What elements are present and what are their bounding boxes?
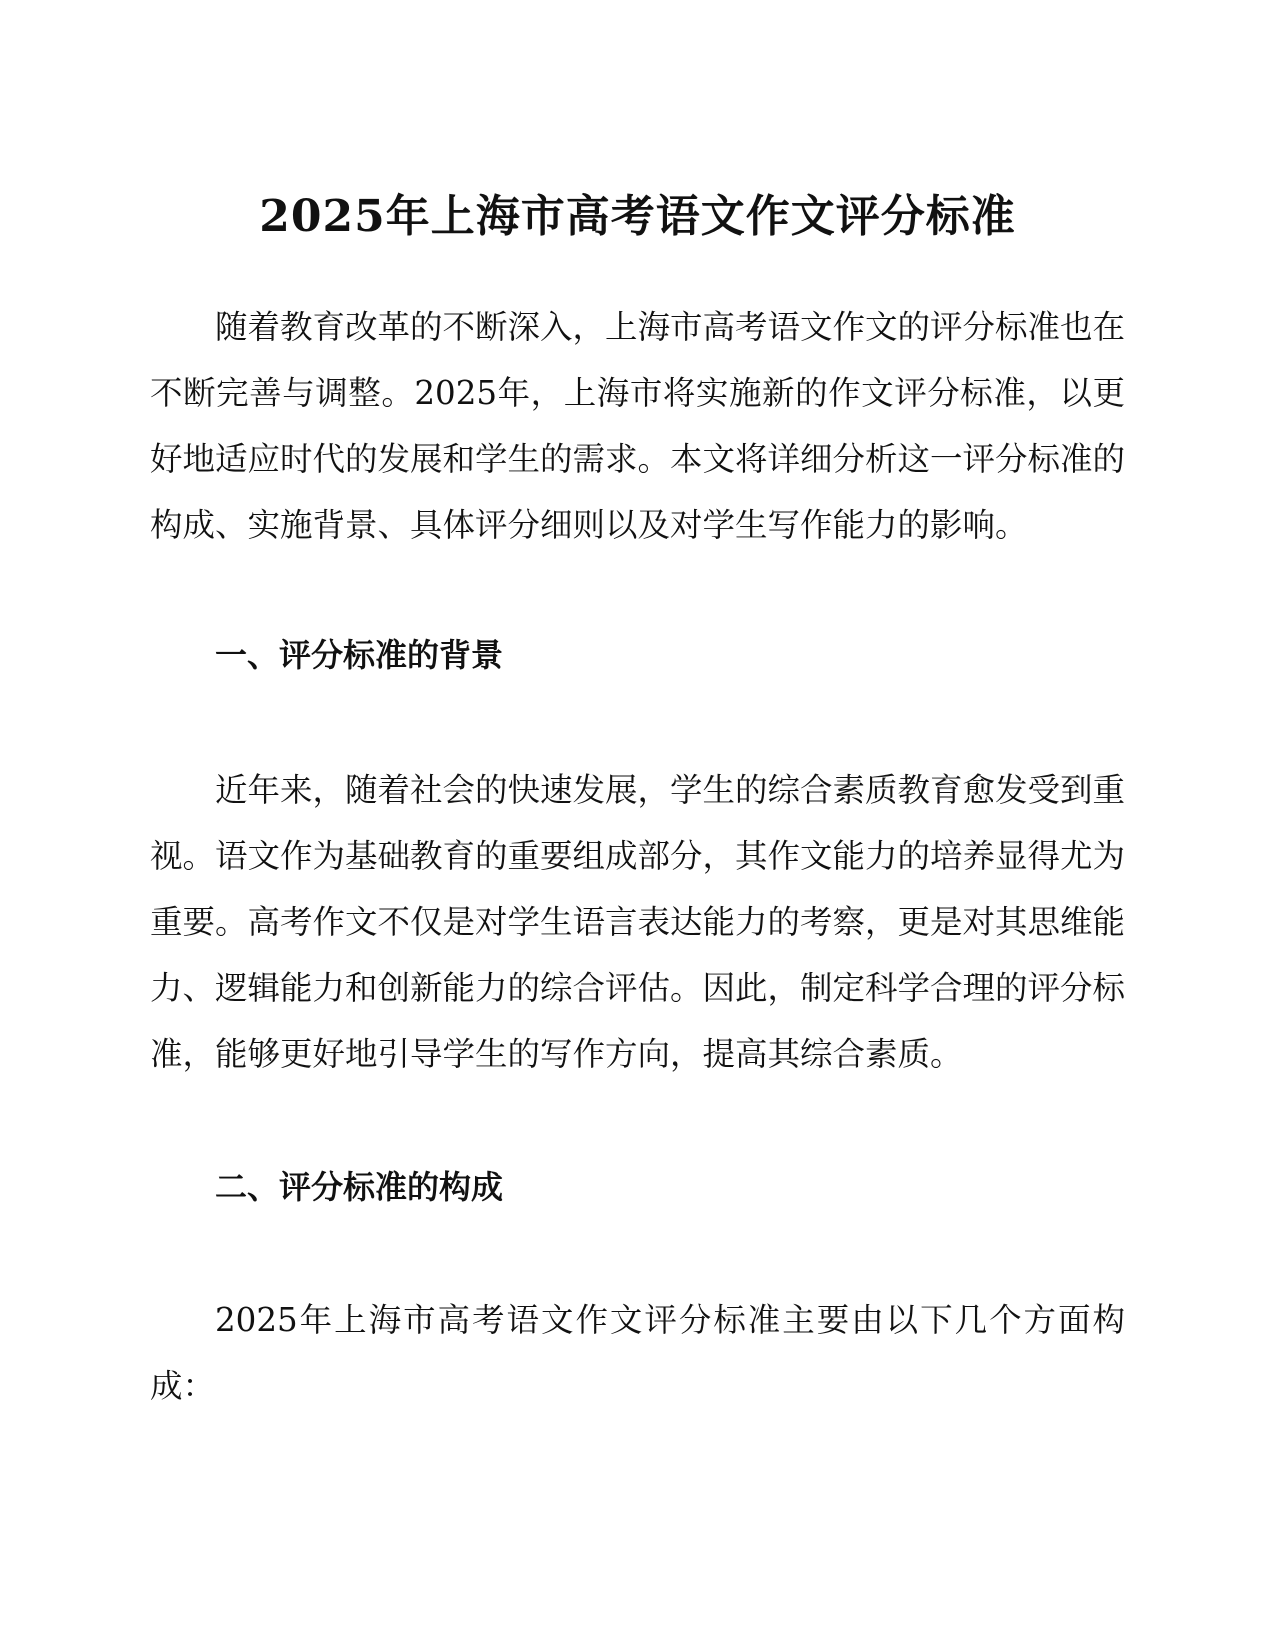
intro-paragraph: 随着教育改革的不断深入，上海市高考语文作文的评分标准也在不断完善与调整。2025年，上海市将实施新的作文评分标准，以更好地适应时代的发展和学生的需求。本文将详细分析这一评分标准的构成、实施背景、具体评分细则以及对学生写作能力的影响。 bbox=[150, 308, 1126, 544]
document-title: 2025年上海市高考语文作文评分标准 bbox=[259, 191, 1016, 243]
section-heading-composition: 二、评分标准的构成 bbox=[215, 1168, 504, 1206]
section-paragraph-background: 近年来，随着社会的快速发展，学生的综合素质教育愈发受到重视。语文作为基础教育的重要组成部分，其作文能力的培养显得尤为重要。高考作文不仅是对学生语言表达能力的考察，更是对其思维能力、逻辑能力和创新能力的综合评估。因此，制定科学合理的评分标准，能够更好地引导学生的写作方向，提高其综合素质。 bbox=[150, 771, 1126, 1073]
section-heading-background: 一、评分标准的背景 bbox=[215, 636, 504, 674]
section-paragraph-composition: 2025年上海市高考语文作文评分标准主要由以下几个方面构成： bbox=[150, 1301, 1125, 1405]
